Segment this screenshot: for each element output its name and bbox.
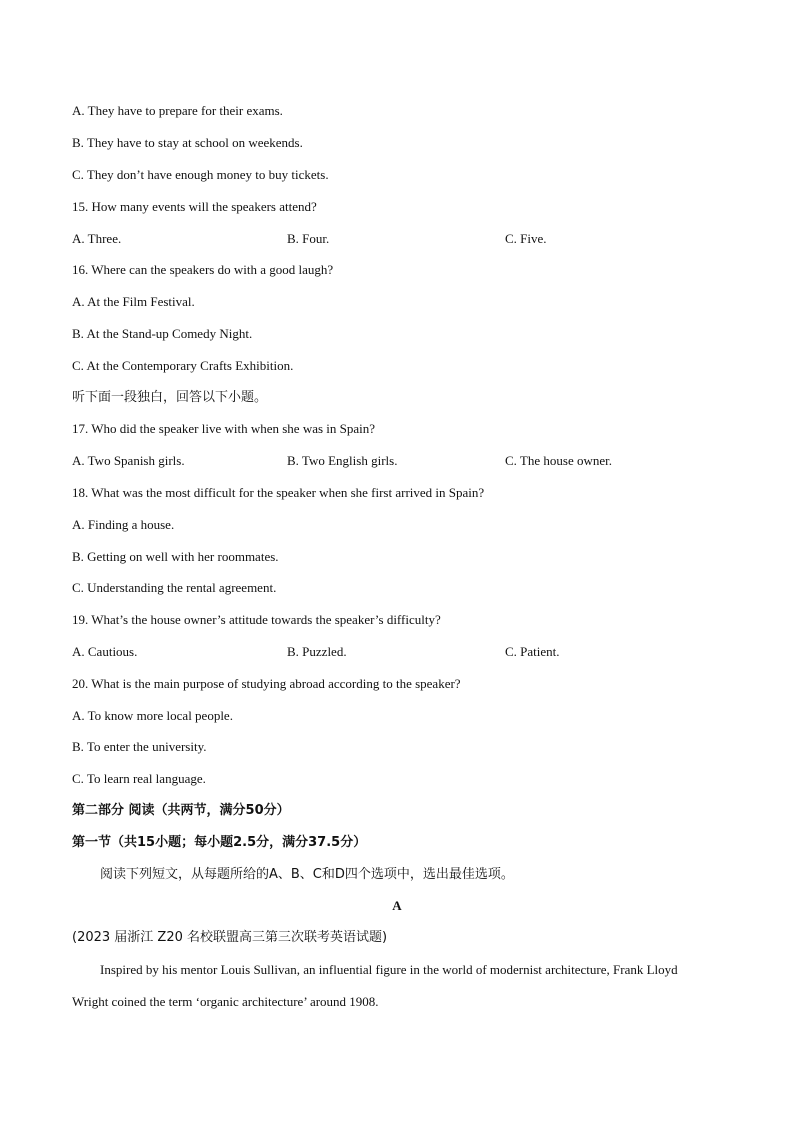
part-two-heading: 第二部分 阅读（共两节，满分50分） [72,803,290,818]
option-line: C. To learn real language. [72,771,206,786]
section-instruction: 听下面一段独白，回答以下小题。 [72,390,268,405]
passage-source: (2023 届浙江 Z20 名校联盟高三第三次联考英语试题) [72,930,388,945]
section-one-heading: 第一节（共15小题；每小题2.5分，满分37.5分） [72,835,367,850]
option-line: A. To know more local people. [72,708,233,723]
question-17: 17. Who did the speaker live with when she was in Spain? [72,421,376,436]
option-line: B. Getting on well with her roommates. [72,549,279,564]
question-20: 20. What is the main purpose of studying abroad according to the speaker? [72,676,461,691]
q17-option-a: A. Two Spanish girls. [72,453,185,468]
option-line: C. They don’t have enough money to buy tickets. [72,167,329,182]
passage-paragraph-line: Wright coined the term ‘organic architecture’ around 1908. [72,994,379,1009]
option-line: B. At the Stand-up Comedy Night. [72,326,253,341]
option-line: A. Finding a house. [72,517,175,532]
reading-instruction: 阅读下列短文，从每题所给的A、B、C和D四个选项中，选出最佳选项。 [100,867,514,882]
q19-option-c: C. Patient. [505,644,560,659]
q15-option-b: B. Four. [287,231,330,246]
option-line: B. To enter the university. [72,739,207,754]
q19-option-b: B. Puzzled. [287,644,347,659]
option-line: C. Understanding the rental agreement. [72,580,277,595]
q17-option-c: C. The house owner. [505,453,612,468]
q15-options [0,231,794,247]
q19-option-a: A. Cautious. [72,644,138,659]
q15-option-a: A. Three. [72,231,122,246]
question-18: 18. What was the most difficult for the speaker when she first arrived in Spain? [72,485,485,500]
option-line: A. At the Film Festival. [72,294,195,309]
passage-label: A [392,898,402,913]
option-line: A. They have to prepare for their exams. [72,103,283,118]
option-line: B. They have to stay at school on weekends. [72,135,303,150]
question-16: 16. Where can the speakers do with a good laugh? [72,262,334,277]
option-line: C. At the Contemporary Crafts Exhibition. [72,358,294,373]
q15-option-c: C. Five. [505,231,547,246]
q17-options [0,453,794,469]
q17-option-b: B. Two English girls. [287,453,398,468]
question-15: 15. How many events will the speakers attend? [72,199,317,214]
q19-options [0,644,794,660]
question-19: 19. What’s the house owner’s attitude towards the speaker’s difficulty? [72,612,441,627]
passage-paragraph-line: Inspired by his mentor Louis Sullivan, an influential figure in the world of modernist architecture, Frank Lloyd [100,962,678,977]
